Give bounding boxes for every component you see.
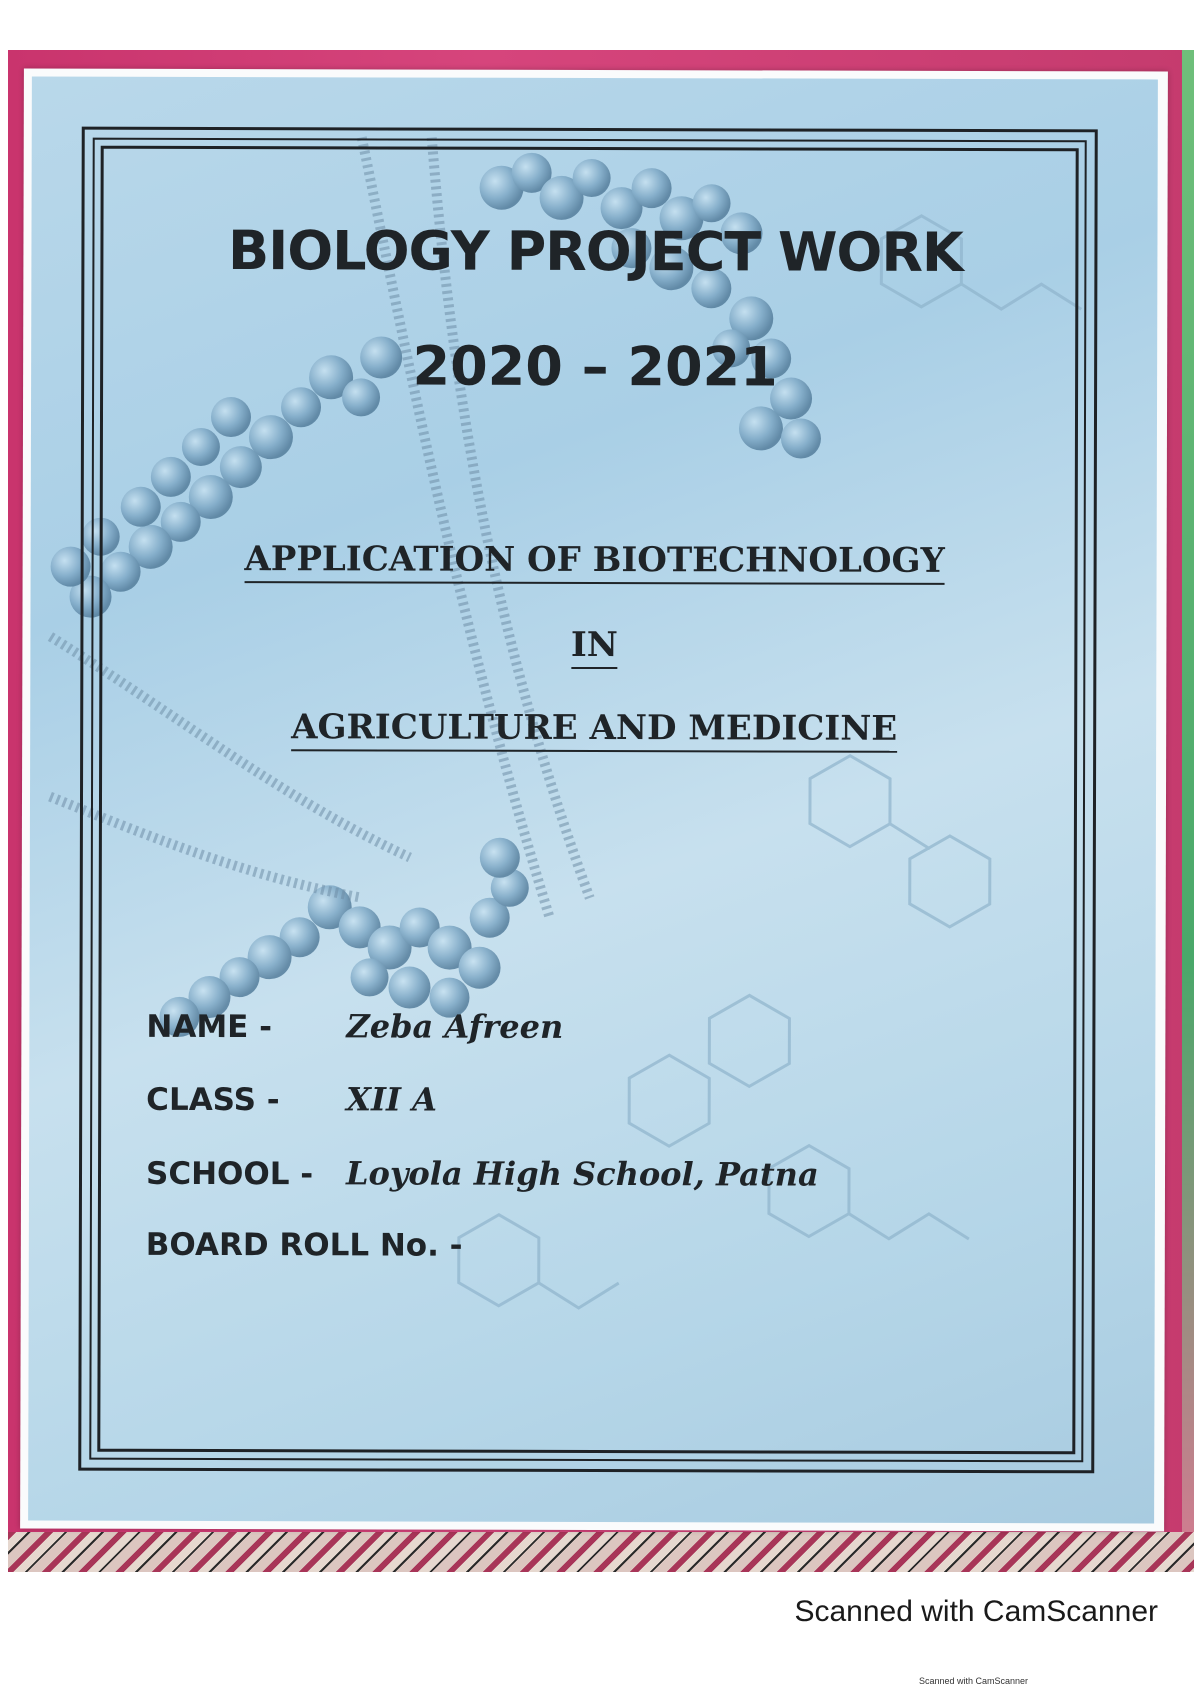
name-row	[146, 1007, 564, 1046]
academic-session: 2020 – 2021	[412, 334, 778, 399]
class-row	[146, 1080, 437, 1119]
camscanner-watermark-small: Scanned with CamScanner	[918, 1676, 1028, 1686]
topic-line-3: AGRICULTURE AND MEDICINE	[22, 707, 1166, 750]
class-label: CLASS -	[146, 1081, 280, 1119]
cover-background-art	[28, 77, 1158, 1524]
topic-line-1: APPLICATION OF BIOTECHNOLOGY	[23, 539, 1167, 582]
board-roll-row	[146, 1227, 463, 1264]
camscanner-watermark: Scanned with CamScanner	[794, 1595, 1158, 1628]
school-row	[145, 1154, 819, 1194]
project-title: BIOLOGY PROJECT WORK	[227, 219, 963, 284]
school-value: Loyola High School, Patna	[345, 1154, 819, 1194]
cover-sheet	[20, 69, 1168, 1532]
name-label: NAME -	[146, 1008, 273, 1046]
class-value: XII A	[346, 1080, 437, 1119]
cover-border	[78, 127, 1098, 1474]
board-roll-label: BOARD ROLL No. -	[145, 1226, 463, 1264]
name-value: Zeba Afreen	[346, 1007, 564, 1046]
fabric-edge-right	[1182, 50, 1194, 1572]
school-label: SCHOOL -	[145, 1155, 314, 1193]
fabric-edge-bottom	[8, 1532, 1194, 1572]
topic-line-2: IN	[22, 624, 1166, 667]
